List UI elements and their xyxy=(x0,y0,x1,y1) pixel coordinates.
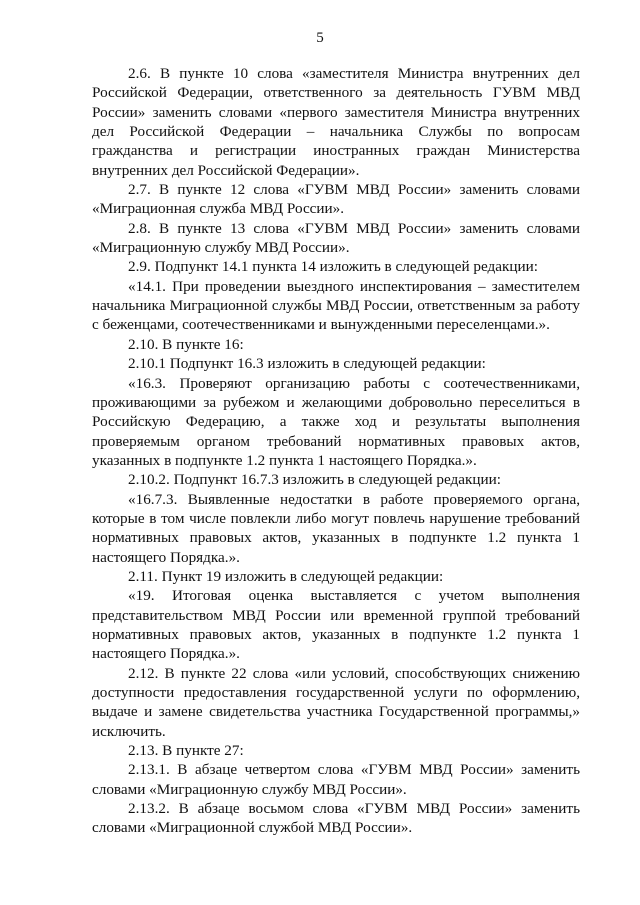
paragraph-2-10-2: 2.10.2. Подпункт 16.7.3 изложить в следующей редакции: xyxy=(128,471,501,489)
paragraph-2-12: 2.12. В пункте 22 слова «или условий, способствующих снижению доступности предоставления государственной услуги по оформлению, выдаче и замене свидетельства участника Государственной программы,» исключить. xyxy=(92,664,580,740)
paragraph-2-13-1: 2.13.1. В абзаце четвертом слова «ГУВМ МВД России» заменить словами «Миграционную службу МВД России». xyxy=(92,761,580,798)
paragraph-2-13: 2.13. В пункте 27: xyxy=(128,742,244,760)
paragraph-16-3-quote: «16.3. Проверяют организацию работы с соотечественниками, проживающими за рубежом и желающими добровольно переселиться в Российскую Федерацию, а также ход и результаты выполнения проверяемым органом требований нормативных правовых актов, указанных в подпункте 1.2 пункта 1 настоящего Порядка.». xyxy=(92,374,580,469)
paragraph-2-9: 2.9. Подпункт 14.1 пункта 14 изложить в следующей редакции: xyxy=(128,258,538,276)
paragraph-2-10-1: 2.10.1 Подпункт 16.3 изложить в следующей редакции: xyxy=(128,355,486,373)
paragraph-2-7: 2.7. В пункте 12 слова «ГУВМ МВД России» заменить словами «Миграционная служба МВД России». xyxy=(92,181,580,218)
paragraph-2-13-2: 2.13.2. В абзаце восьмом слова «ГУВМ МВД России» заменить словами «Миграционной службой МВД России». xyxy=(92,800,580,837)
document-body xyxy=(92,64,580,838)
page-number: 5 xyxy=(316,30,324,46)
paragraph-2-8: 2.8. В пункте 13 слова «ГУВМ МВД России» заменить словами «Миграционную службу МВД России». xyxy=(92,219,580,257)
paragraph-16-7-3-quote: «16.7.3. Выявленные недостатки в работе проверяемого органа, которые в том числе повлекли либо могут повлечь нарушение требований нормативных правовых актов, указанных в подпункте 1.2 пункта 1 настоящего Порядка.». xyxy=(92,490,580,566)
paragraph-14-1-quote: «14.1. При проведении выездного инспектирования – заместителем начальника Миграционной службы МВД России, ответственным за работу с беженцами, соотечественниками и вынужденными переселенцами.». xyxy=(92,277,580,334)
paragraph-19-quote: «19. Итоговая оценка выставляется с учетом выполнения представительством МВД России или временной группой требований нормативных правовых актов, указанных в подпункте 1.2 пункта 1 настоящего Порядка.». xyxy=(92,587,580,663)
paragraph-2-10: 2.10. В пункте 16: xyxy=(128,335,244,353)
paragraph-2-11: 2.11. Пункт 19 изложить в следующей редакции: xyxy=(128,567,444,585)
paragraph-2-6: 2.6. В пункте 10 слова «заместителя Министра внутренних дел Российской Федерации, ответственного за деятельность ГУВМ МВД России» заменить словами «первого заместителя Министра внутренних дел Российской Федерации – начальника Службы по вопросам гражданства и регистрации иностранных граждан Министерства внутренних дел Российской Федерации». xyxy=(92,65,580,179)
